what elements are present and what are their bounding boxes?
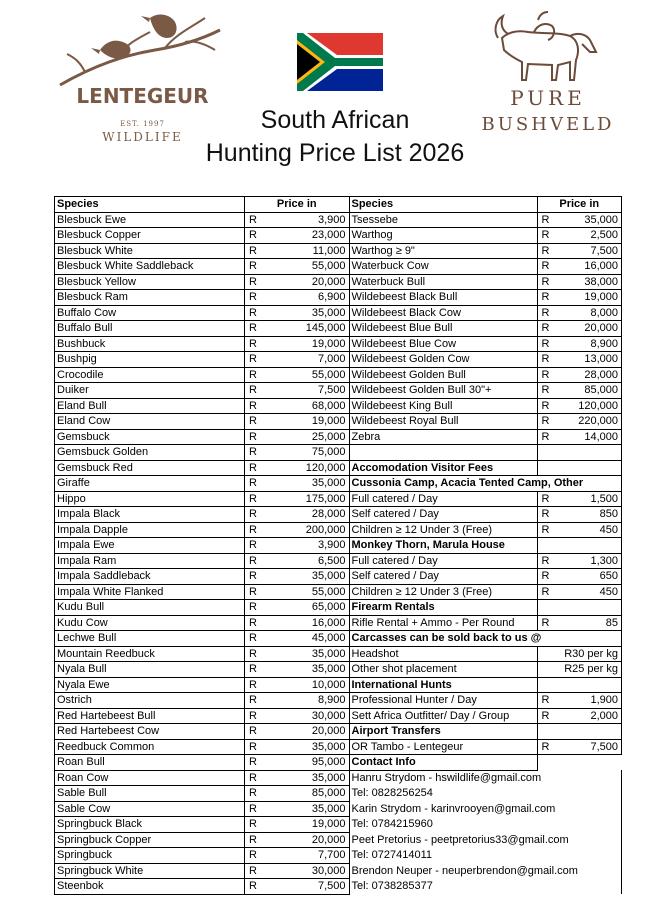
item-name: Wildebeest Black Cow [349,305,537,321]
table-row [55,848,622,864]
currency-label: R [245,367,264,383]
table-row [55,662,622,678]
species-price: 55,000 [263,584,349,600]
item-price: 20,000 [556,321,622,337]
table-row [55,739,622,755]
empty-cell [537,755,622,771]
empty-cell [537,538,622,554]
currency-label: R [245,739,264,755]
species-price: 11,000 [263,243,349,259]
currency-label: R [245,879,264,895]
currency-label: R [245,321,264,337]
species-price: 30,000 [263,708,349,724]
item-name: Wildebeest Golden Cow [349,352,537,368]
species-price: 65,000 [263,600,349,616]
species-name: Sable Bull [55,786,245,802]
item-name: Waterbuck Cow [349,259,537,275]
item-name: Rifle Rental + Ammo - Per Round [349,615,537,631]
table-row [55,507,622,523]
species-price: 55,000 [263,367,349,383]
page-header [0,0,671,190]
empty-cell [537,445,622,461]
species-name: Nyala Ewe [55,677,245,693]
species-name: Buffalo Bull [55,321,245,337]
currency-label: R [245,491,264,507]
species-price: 95,000 [263,755,349,771]
currency-label: R [245,600,264,616]
table-row [55,476,622,492]
item-name: Wildebeest Black Bull [349,290,537,306]
table-row [55,786,622,802]
table-row [55,817,622,833]
currency-label: R [537,305,556,321]
table-row [55,631,622,647]
price-table-body [55,197,622,895]
section-heading: Airport Transfers [349,724,537,740]
currency-label: R [245,662,264,678]
species-name: Blesbuck White [55,243,245,259]
item-name: Wildebeest Royal Bull [349,414,537,430]
item-name: Self catered / Day [349,507,537,523]
currency-label: R [245,274,264,290]
species-name: Blesbuck Yellow [55,274,245,290]
currency-label: R [245,724,264,740]
species-price: 8,900 [263,693,349,709]
item-name: Children ≥ 12 Under 3 (Free) [349,522,537,538]
item-price: 85 [556,615,622,631]
species-name: Eland Cow [55,414,245,430]
currency-label: R [537,383,556,399]
table-row [55,584,622,600]
species-price: 19,000 [263,414,349,430]
currency-label: R [537,693,556,709]
species-price: 35,000 [263,569,349,585]
table-row [55,321,622,337]
species-price: 23,000 [263,228,349,244]
item-name: Warthog [349,228,537,244]
contact-line: Tel: 0784215960 [349,817,622,833]
item-price: 28,000 [556,367,622,383]
currency-label: R [245,863,264,879]
item-price: 1,300 [556,553,622,569]
species-name: Gemsbuck Red [55,460,245,476]
item-name: Children ≥ 12 Under 3 (Free) [349,584,537,600]
section-heading: Cussonia Camp, Acacia Tented Camp, Other [349,476,622,492]
section-heading: Monkey Thorn, Marula House [349,538,537,554]
species-name: Springbuck Black [55,817,245,833]
table-row [55,801,622,817]
species-price: 75,000 [263,445,349,461]
currency-label: R [245,243,264,259]
species-name: Blesbuck Ewe [55,212,245,228]
species-price: 10,000 [263,677,349,693]
species-name: Impala Saddleback [55,569,245,585]
item-price: 850 [556,507,622,523]
table-row [55,398,622,414]
currency-label: R [245,414,264,430]
item-price: 2,500 [556,228,622,244]
species-name: Gemsbuck [55,429,245,445]
species-price: 68,000 [263,398,349,414]
currency-label: R [245,212,264,228]
species-name: Impala Ram [55,553,245,569]
species-name: Buffalo Cow [55,305,245,321]
table-row [55,755,622,771]
table-row [55,290,622,306]
empty-cell [537,724,622,740]
item-price: 16,000 [556,259,622,275]
item-name: Full catered / Day [349,553,537,569]
item-price: R30 per kg [537,646,622,662]
currency-label: R [537,429,556,445]
currency-label: R [245,817,264,833]
species-name: Duiker [55,383,245,399]
item-price: 35,000 [556,212,622,228]
wildebeest-icon [478,10,618,85]
table-row [55,429,622,445]
species-price: 20,000 [263,274,349,290]
table-row [55,569,622,585]
currency-label: R [245,538,264,554]
currency-label: R [245,677,264,693]
table-row [55,259,622,275]
currency-label: R [245,476,264,492]
table-row [55,693,622,709]
page-title [150,104,520,170]
species-name: Kudu Cow [55,615,245,631]
item-name: Tsessebe [349,212,537,228]
item-name: Wildebeest Blue Bull [349,321,537,337]
currency-label: R [245,460,264,476]
currency-label: R [245,770,264,786]
table-row [55,243,622,259]
item-price: 13,000 [556,352,622,368]
item-price: 38,000 [556,274,622,290]
table-row [55,228,622,244]
table-row [55,336,622,352]
species-name: Steenbok [55,879,245,895]
species-price: 200,000 [263,522,349,538]
empty-cell [537,460,622,476]
species-price: 19,000 [263,817,349,833]
species-name: Red Hartebeest Bull [55,708,245,724]
currency-label: R [537,522,556,538]
species-price: 35,000 [263,305,349,321]
item-price: 1,900 [556,693,622,709]
currency-label: R [245,522,264,538]
currency-label: R [537,352,556,368]
species-name: Blesbuck Ram [55,290,245,306]
species-price: 7,500 [263,383,349,399]
table-row [55,538,622,554]
table-row [55,367,622,383]
item-price: 8,900 [556,336,622,352]
species-name: Blesbuck Copper [55,228,245,244]
table-row [55,615,622,631]
item-name: OR Tambo - Lentegeur [349,739,537,755]
birds-on-branch-icon [55,10,225,90]
brand-est: EST. 1997 [120,120,165,128]
species-price: 175,000 [263,491,349,507]
item-price: 450 [556,522,622,538]
contact-line: Tel: 0727414011 [349,848,622,864]
species-name: Nyala Bull [55,662,245,678]
item-price: R25 per kg [537,662,622,678]
currency-label: R [245,848,264,864]
species-name: Springbuck Copper [55,832,245,848]
currency-label: R [245,786,264,802]
currency-label: R [245,693,264,709]
species-price: 16,000 [263,615,349,631]
species-price: 30,000 [263,863,349,879]
pure-bushveld-logo [478,10,618,140]
currency-label: R [537,615,556,631]
species-price: 3,900 [263,538,349,554]
currency-label: R [537,243,556,259]
currency-label: R [245,352,264,368]
section-heading: International Hunts [349,677,537,693]
contact-line: Karin Strydom - karinvrooyen@gmail.com [349,801,622,817]
item-price: 650 [556,569,622,585]
species-name: Springbuck [55,848,245,864]
species-price: 35,000 [263,646,349,662]
currency-label: R [537,212,556,228]
species-price: 25,000 [263,429,349,445]
species-name: Giraffe [55,476,245,492]
table-row [55,863,622,879]
species-price: 6,900 [263,290,349,306]
species-price: 3,900 [263,212,349,228]
currency-label: R [245,832,264,848]
item-name: Other shot placement [349,662,537,678]
currency-label: R [537,367,556,383]
item-name: Wildebeest Blue Cow [349,336,537,352]
species-price: 6,500 [263,553,349,569]
species-price: 7,700 [263,848,349,864]
currency-label: R [537,259,556,275]
brand-line-2: BUSHVELD [481,114,615,135]
species-name: Impala Dapple [55,522,245,538]
species-price: 35,000 [263,801,349,817]
item-price: 220,000 [556,414,622,430]
section-heading: Carcasses can be sold back to us @ [349,631,622,647]
item-price: 7,500 [556,739,622,755]
species-name: Roan Cow [55,770,245,786]
currency-label: R [245,228,264,244]
table-row [55,646,622,662]
currency-label: R [245,445,264,461]
species-price: 20,000 [263,724,349,740]
species-price: 7,500 [263,879,349,895]
table-row [55,274,622,290]
species-price: 55,000 [263,259,349,275]
item-name: Zebra [349,429,537,445]
currency-label: R [245,755,264,771]
table-row [55,832,622,848]
table-row [55,414,622,430]
currency-label: R [245,336,264,352]
currency-label: R [245,553,264,569]
item-price: 2,000 [556,708,622,724]
item-price: 450 [556,584,622,600]
currency-label: R [245,383,264,399]
item-price: 14,000 [556,429,622,445]
currency-label: R [245,569,264,585]
item-name: Sett Africa Outfitter/ Day / Group [349,708,537,724]
table-header-row [55,197,622,213]
item-name: Professional Hunter / Day [349,693,537,709]
species-name: Kudu Bull [55,600,245,616]
currency-label: R [245,290,264,306]
species-price: 35,000 [263,476,349,492]
price-header: Price in [537,197,622,213]
item-name: Wildebeest Golden Bull [349,367,537,383]
contact-line: Tel: 0828256254 [349,786,622,802]
currency-label: R [537,739,556,755]
species-name: Impala Black [55,507,245,523]
species-price: 145,000 [263,321,349,337]
title-line-1: South African [260,106,410,134]
item-price: 120,000 [556,398,622,414]
species-price: 120,000 [263,460,349,476]
item-name: Wildebeest Golden Bull 30"+ [349,383,537,399]
price-header: Price in [245,197,350,213]
section-heading: Contact Info [349,755,537,771]
species-price: 35,000 [263,770,349,786]
species-name: Gemsbuck Golden [55,445,245,461]
table-row [55,879,622,895]
table-row [55,708,622,724]
species-name: Springbuck White [55,863,245,879]
empty-cell [349,445,537,461]
item-name: Headshot [349,646,537,662]
species-name: Reedbuck Common [55,739,245,755]
currency-label: R [245,615,264,631]
species-name: Blesbuck White Saddleback [55,259,245,275]
empty-cell [537,677,622,693]
currency-label: R [245,631,264,647]
species-name: Impala Ewe [55,538,245,554]
table-row [55,677,622,693]
currency-label: R [537,321,556,337]
species-name: Mountain Reedbuck [55,646,245,662]
currency-label: R [537,274,556,290]
table-row [55,600,622,616]
species-price: 35,000 [263,739,349,755]
currency-label: R [537,584,556,600]
table-row [55,212,622,228]
currency-label: R [245,507,264,523]
species-name: Hippo [55,491,245,507]
title-line-2: Hunting Price List 2026 [205,139,465,167]
currency-label: R [245,584,264,600]
species-name: Bushbuck [55,336,245,352]
south-africa-flag-icon [297,33,383,91]
contact-line: Hanru Strydom - hswildlife@gmail.com [349,770,622,786]
contact-line: Brendon Neuper - neuperbrendon@gmail.com [349,863,622,879]
species-price: 20,000 [263,832,349,848]
currency-label: R [537,228,556,244]
empty-cell [537,600,622,616]
table-row [55,460,622,476]
table-row [55,305,622,321]
currency-label: R [537,553,556,569]
item-price: 8,000 [556,305,622,321]
brand-sub: WILDLIFE [102,130,183,144]
item-price: 19,000 [556,290,622,306]
section-heading: Firearm Rentals [349,600,537,616]
currency-label: R [537,507,556,523]
item-price: 85,000 [556,383,622,399]
table-row [55,724,622,740]
table-row [55,352,622,368]
contact-line: Peet Pretorius - peetpretorius33@gmail.com [349,832,622,848]
currency-label: R [245,801,264,817]
currency-label: R [537,398,556,414]
table-row [55,491,622,507]
currency-label: R [537,491,556,507]
species-header: Species [55,197,245,213]
species-price: 45,000 [263,631,349,647]
species-name: Impala White Flanked [55,584,245,600]
currency-label: R [245,398,264,414]
currency-label: R [245,305,264,321]
currency-label: R [245,259,264,275]
species-name: Bushpig [55,352,245,368]
table-row [55,522,622,538]
item-name: Self catered / Day [349,569,537,585]
species-price: 7,000 [263,352,349,368]
species-name: Roan Bull [55,755,245,771]
item-name: Wildebeest King Bull [349,398,537,414]
item-price: 1,500 [556,491,622,507]
species-price: 19,000 [263,336,349,352]
species-header: Species [349,197,537,213]
species-price: 85,000 [263,786,349,802]
species-name: Crocodile [55,367,245,383]
currency-label: R [537,708,556,724]
currency-label: R [245,429,264,445]
item-name: Full catered / Day [349,491,537,507]
species-name: Red Hartebeest Cow [55,724,245,740]
table-row [55,383,622,399]
species-price: 28,000 [263,507,349,523]
species-price: 35,000 [263,662,349,678]
species-name: Lechwe Bull [55,631,245,647]
item-name: Warthog ≥ 9" [349,243,537,259]
currency-label: R [537,290,556,306]
species-name: Eland Bull [55,398,245,414]
species-name: Ostrich [55,693,245,709]
table-row [55,553,622,569]
currency-label: R [245,646,264,662]
price-table [54,196,622,895]
table-row [55,445,622,461]
currency-label: R [537,336,556,352]
contact-line: Tel: 0738285377 [349,879,622,895]
item-price: 7,500 [556,243,622,259]
currency-label: R [245,708,264,724]
brand-name: LENTEGEUR [76,84,209,108]
item-name: Waterbuck Bull [349,274,537,290]
table-row [55,770,622,786]
species-name: Sable Cow [55,801,245,817]
currency-label: R [537,569,556,585]
brand-line-1: PURE [510,86,586,110]
currency-label: R [537,414,556,430]
section-heading: Accomodation Visitor Fees [349,460,537,476]
